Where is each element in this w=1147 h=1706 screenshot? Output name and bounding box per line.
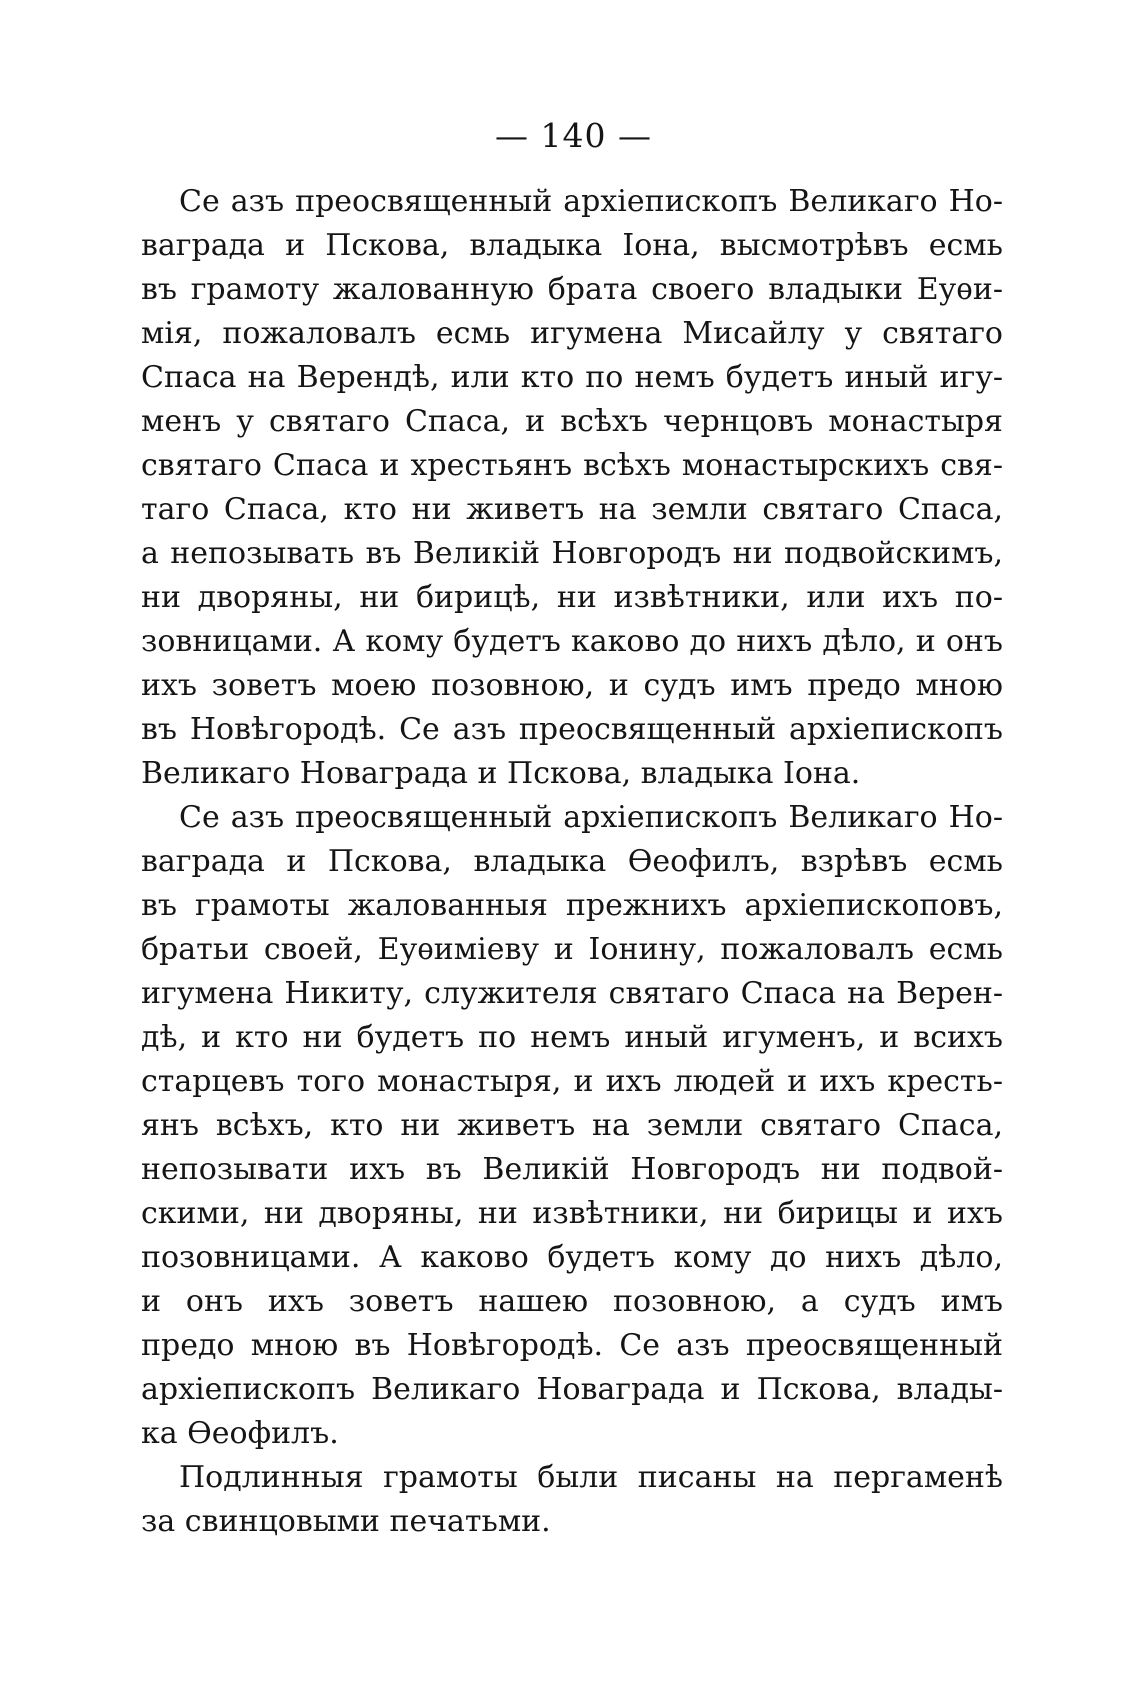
text-line: а непозывать въ Великій Новгородъ ни подвойскимъ, [141, 536, 1003, 571]
text-line: въ грамоту жалованную брата своего владыки Еуѳи- [141, 272, 1003, 307]
text-line: Спаса на Верендѣ, или кто по немъ будетъ иный игу- [141, 360, 1003, 395]
text-line: зовницами. А кому будетъ каково до нихъ дѣло, и онъ [141, 624, 1003, 659]
text-line: дѣ, и кто ни будетъ по немъ иный игуменъ, и всихъ [141, 1020, 1003, 1055]
paragraph-ioan-charter [141, 180, 1003, 796]
text-line: предо мною въ Новѣгородѣ. Се азъ преосвященный [141, 1328, 1003, 1363]
text-line: въ Новѣгородѣ. Се азъ преосвященный архіепископъ [141, 712, 1003, 747]
page-number: — 140 — [495, 116, 652, 155]
text-line: ваграда и Пскова, владыка Ѳеофилъ, взрѣвъ есмь [141, 844, 1003, 879]
text-line: менъ у святаго Спаса, и всѣхъ чернцовъ монастыря [141, 404, 1003, 439]
text-line: непозывати ихъ въ Великій Новгородъ ни подвой- [141, 1152, 1003, 1187]
text-line: ни дворяны, ни бирицѣ, ни извѣтники, или ихъ по- [141, 580, 1003, 615]
text-line: Се азъ преосвященный архіепископъ Великаго Но- [179, 800, 1003, 835]
text-line: Подлинныя грамоты были писаны на пергаменѣ [179, 1460, 1003, 1495]
text-line: святаго Спаса и хрестьянъ всѣхъ монастырскихъ свя- [141, 448, 1003, 483]
text-line: скими, ни дворяны, ни извѣтники, ни бирицы и ихъ [141, 1196, 1003, 1231]
text-line: таго Спаса, кто ни живетъ на земли святаго Спаса, [141, 492, 1003, 527]
text-line: ихъ зоветъ моею позовною, и судъ имъ предо мною [141, 668, 1003, 703]
text-line: Великаго Новаграда и Пскова, владыка Іона. [141, 756, 861, 791]
text-line: игумена Никиту, служителя святаго Спаса на Верен- [141, 976, 1003, 1011]
text-line: за свинцовыми печатьми. [141, 1504, 551, 1539]
text-line: архіепископъ Великаго Новаграда и Пскова, влады- [141, 1372, 1003, 1407]
text-line: янъ всѣхъ, кто ни живетъ на земли святаго Спаса, [141, 1108, 1003, 1143]
text-line: и онъ ихъ зоветъ нашею позовною, а судъ имъ [141, 1284, 1003, 1319]
text-line: Се азъ преосвященный архіепископъ Великаго Но- [179, 184, 1003, 219]
text-line: ваграда и Пскова, владыка Іона, высмотрѣвъ есмь [141, 228, 1003, 263]
text-line: братьи своей, Еуѳиміеву и Іонину, пожаловалъ есмь [141, 932, 1003, 967]
paragraph-note [141, 1456, 1003, 1544]
text-line: мія, пожаловалъ есмь игумена Мисайлу у святаго [141, 316, 1003, 351]
paragraph-feofil-charter [141, 796, 1003, 1456]
text-line: позовницами. А каково будетъ кому до нихъ дѣло, [141, 1240, 1003, 1275]
text-line: въ грамоты жалованныя прежнихъ архіепископовъ, [141, 888, 1003, 923]
text-line: старцевъ того монастыря, и ихъ людей и ихъ кресть- [141, 1064, 1003, 1099]
text-line: ка Ѳеофилъ. [141, 1416, 339, 1451]
